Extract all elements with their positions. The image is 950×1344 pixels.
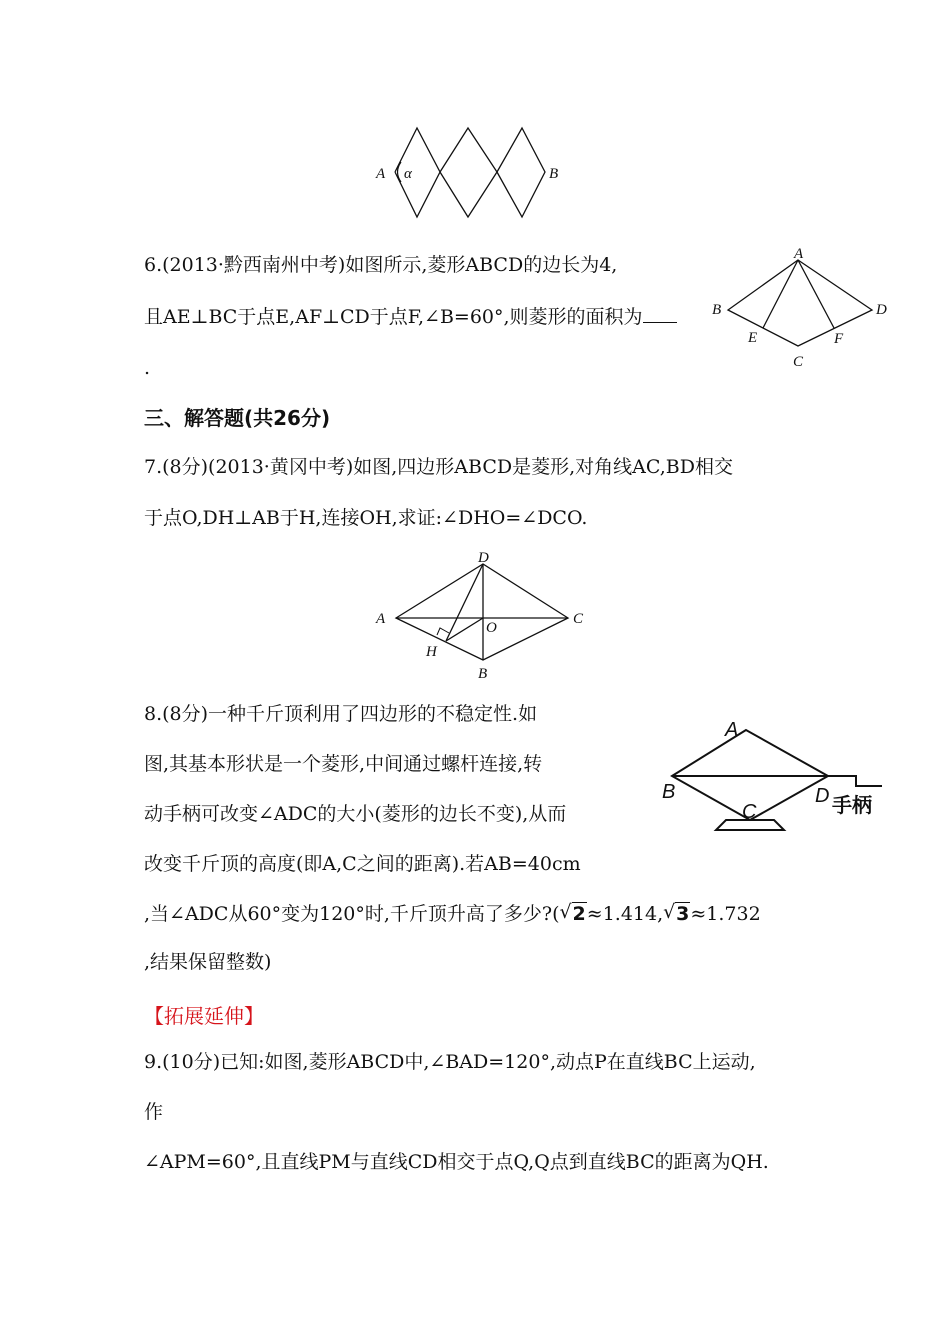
rhombus-abcd	[396, 564, 568, 660]
jack-handle-line	[828, 776, 882, 786]
label-a: A	[376, 611, 386, 627]
q6-line1: 6.(2013·黔西南州中考)如图所示,菱形ABCD的边长为4,	[144, 254, 618, 276]
label-c: C	[573, 611, 584, 627]
label-a: A	[376, 166, 386, 182]
label-handle: 手柄	[832, 793, 872, 817]
jack-figure	[660, 716, 890, 841]
section-title: 三、解答题(共26分)	[144, 406, 331, 430]
label-d: D	[815, 785, 830, 807]
label-c: C	[793, 354, 804, 370]
q8-line2: 图,其基本形状是一个菱形,中间通过螺杆连接,转	[144, 753, 543, 775]
answer-blank[interactable]	[643, 304, 677, 323]
label-f: F	[834, 331, 844, 347]
label-o: O	[486, 620, 497, 636]
label-b: B	[549, 166, 559, 182]
rhombi-outline	[395, 128, 440, 217]
sqrt-two-value: 2	[572, 903, 586, 925]
q6-line2-text: 且AE⊥BC于点E,AF⊥CD于点F,∠B=60°,则菱形的面积为	[144, 306, 643, 328]
label-c: C	[742, 801, 757, 823]
q7-line2: 于点O,DH⊥AB于H,连接OH,求证:∠DHO=∠DCO.	[144, 507, 588, 529]
extension-title: 【拓展延伸】	[144, 1004, 264, 1028]
segment-ae	[763, 260, 798, 328]
sqrt-three-value: 3	[676, 903, 690, 925]
segment-af	[798, 260, 834, 328]
label-e: E	[748, 330, 758, 346]
q7-line1: 7.(8分)(2013·黄冈中考)如图,四边形ABCD是菱形,对角线AC,BD相交	[144, 456, 733, 478]
q6-line3: .	[144, 357, 151, 379]
q9-line1: 9.(10分)已知:如图,菱形ABCD中,∠BAD=120°,动点P在直线BC上运动,	[144, 1051, 756, 1073]
sqrt-three	[663, 902, 690, 926]
label-d: D	[478, 550, 489, 566]
approx-two: ≈1.414,	[586, 903, 664, 925]
q8-line6: ,结果保留整数)	[144, 951, 272, 973]
label-alpha: α	[404, 166, 412, 182]
rhombi-outline-3	[497, 128, 545, 217]
q8-line4: 改变千斤顶的高度(即A,C之间的距离).若AB=40cm	[144, 853, 581, 875]
label-b: B	[662, 781, 676, 803]
sqrt-two	[560, 902, 587, 926]
label-d: D	[876, 302, 887, 318]
label-a: A	[794, 248, 804, 262]
q9-line3: ∠APM=60°,且直线PM与直线CD相交于点Q,Q点到直线BC的距离为QH.	[144, 1151, 769, 1173]
q7-rhombus-figure	[368, 548, 598, 688]
approx-three: ≈1.732	[690, 903, 761, 925]
three-rhombi-figure	[360, 120, 580, 225]
q8-line5-text: ,当∠ADC从60°变为120°时,千斤顶升高了多少?(	[144, 903, 560, 925]
label-b: B	[712, 302, 722, 318]
q8-line5	[144, 902, 761, 926]
q8-line1: 8.(8分)一种千斤顶利用了四边形的不稳定性.如	[144, 703, 538, 725]
q6-line2	[144, 304, 677, 329]
label-a: A	[725, 719, 739, 741]
label-b: B	[478, 666, 488, 682]
rhombi-outline-2	[440, 128, 497, 217]
q8-line3: 动手柄可改变∠ADC的大小(菱形的边长不变),从而	[144, 803, 567, 825]
right-angle-mark	[437, 628, 449, 635]
label-h: H	[426, 644, 437, 660]
radical-icon: √	[559, 901, 572, 923]
q6-rhombus-figure	[708, 248, 898, 373]
radical-icon: √	[663, 901, 676, 923]
q9-line2: 作	[144, 1101, 164, 1123]
